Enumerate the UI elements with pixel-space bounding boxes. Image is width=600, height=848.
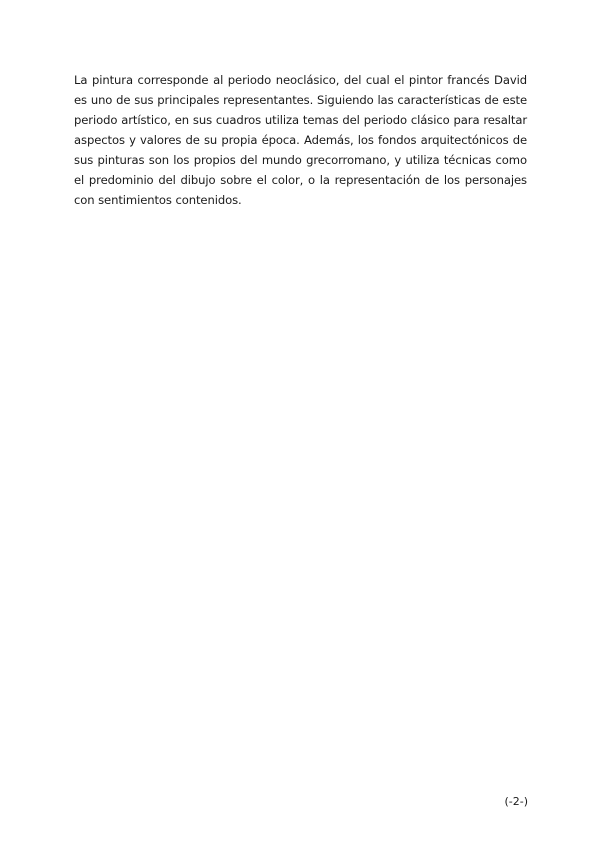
body-paragraph: La pintura corresponde al periodo neoclásico, del cual el pintor francés David es uno de sus principales representantes. Siguiendo las características de este periodo artístico, en sus cuadros utiliza temas del periodo clásico para resaltar aspectos y valores de su propia época. Además, los fondos arquitectónicos de sus pinturas son los propios del mundo grecorromano, y utiliza técnicas como el predominio del dibujo sobre el color, o la representación de los personajes con sentimientos contenidos. bbox=[74, 73, 527, 207]
page-number: (-2-) bbox=[504, 795, 528, 808]
